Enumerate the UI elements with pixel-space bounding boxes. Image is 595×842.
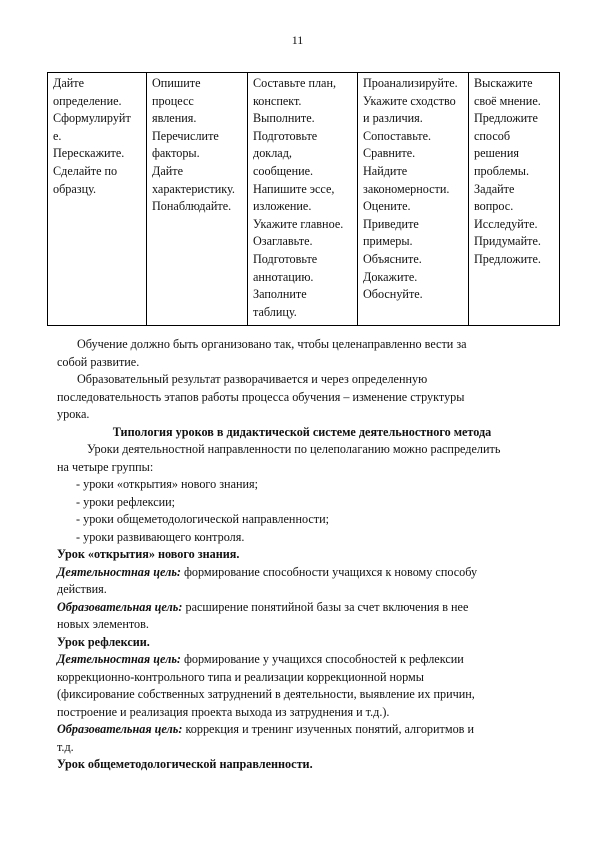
typology-heading: Типология уроков в дидактической системе деятельностного метода	[112, 424, 492, 439]
educational-goal-text: расширение понятийной базы за счет включения в нее	[182, 599, 469, 614]
paragraph-line	[57, 651, 547, 669]
table-cell-line: Дайте	[152, 163, 183, 178]
table-cell-line: Выскажите	[474, 76, 533, 90]
table-cell-line: Приведите	[363, 216, 419, 231]
table-cell-line: Озаглавьте.	[253, 234, 313, 249]
activity-goal-label: Деятельностная цель:	[57, 564, 181, 579]
table-cell-line: Сформулируйт	[53, 111, 131, 126]
table-row	[48, 73, 560, 326]
list-item: - уроки рефлексии;	[76, 494, 176, 509]
table-cell-line: Оцените.	[363, 199, 411, 214]
list-item: - уроки общеметодологической направленности;	[76, 512, 330, 526]
table-cell-line: конспект.	[253, 93, 302, 108]
paragraph-line: урока.	[57, 407, 90, 421]
table-cell-line: закономерности.	[363, 181, 450, 196]
table-cell-line: Придумайте.	[474, 234, 541, 249]
table-cell-line: и различия.	[363, 111, 423, 126]
table-cell-line: Сопоставьте.	[363, 128, 432, 143]
methodological-lesson-heading: Урок общеметодологической направленности.	[57, 757, 313, 771]
table-cell-line: Проанализируйте.	[363, 76, 458, 90]
table-cell-line: изложение.	[253, 199, 312, 214]
table-cell-line: образцу.	[53, 181, 97, 196]
table-cell-line: Опишите	[152, 76, 201, 90]
paragraph-line: т.д.	[57, 739, 74, 754]
activity-goal-label: Деятельностная цель:	[57, 652, 181, 666]
educational-goal-text: коррекция и тренинг изученных понятий, алгоритмов и	[182, 722, 474, 736]
table-cell-line: аннотацию.	[253, 269, 314, 284]
table-cell-line: доклад,	[253, 146, 292, 161]
table-cell-line: Подготовьте	[253, 251, 318, 266]
table-cell-line: Исследуйте.	[474, 216, 538, 231]
table-cell-line: Сделайте по	[53, 163, 118, 178]
paragraph-line	[57, 599, 547, 617]
task-verbs-table	[47, 72, 560, 326]
table-cell-line: Предложите.	[474, 251, 541, 266]
table-cell-line: процесс	[152, 93, 194, 108]
table-cell-line: Дайте	[53, 76, 84, 90]
table-cell-line: факторы.	[152, 146, 200, 161]
reflection-lesson-heading: Урок рефлексии.	[57, 634, 150, 649]
table-cell-line: определение.	[53, 93, 122, 108]
table-cell-line: сообщение.	[253, 163, 314, 178]
table-cell-description	[147, 73, 248, 326]
table-cell-line: решения	[474, 146, 519, 161]
document-body	[57, 336, 547, 774]
table-cell-line: Задайте	[474, 181, 515, 196]
paragraph-line: коррекционно-контрольного типа и реализации коррекционной нормы	[57, 669, 424, 684]
page-number: 11	[291, 33, 304, 47]
table-cell-line: Заполните	[253, 287, 307, 302]
table-cell-line: своё мнение.	[474, 93, 541, 108]
table-cell-line: Подготовьте	[253, 128, 318, 143]
activity-goal-text: формирование способности учащихся к новому способу	[180, 564, 478, 579]
table-cell-line: Понаблюдайте.	[152, 199, 232, 214]
paragraph-line: Образовательный результат разворачивается и через определенную	[77, 372, 428, 386]
paragraph-line: на четыре группы:	[57, 459, 154, 474]
paragraph-line: (фиксирование собственных затруднений в деятельности, выявление их причин,	[57, 687, 475, 701]
table-cell-line: Напишите эссе,	[253, 181, 335, 196]
paragraph-line: Уроки деятельностной направленности по целеполаганию можно распределить	[87, 442, 501, 456]
paragraph-line: новых элементов.	[57, 617, 149, 631]
educational-goal-label: Образовательная цель:	[57, 722, 183, 736]
table-cell-application	[248, 73, 358, 326]
table-cell-line: Укажите главное.	[253, 216, 344, 231]
table-cell-line: Предложите	[474, 111, 538, 126]
table-cell-line: Составьте план,	[253, 76, 337, 90]
paragraph-line: последовательность этапов работы процесса обучения – изменение структуры	[57, 389, 465, 404]
table-cell-line: Выполните.	[253, 111, 315, 126]
table-cell-line: Найдите	[363, 163, 408, 178]
table-cell-line: Объясните.	[363, 251, 422, 266]
table-cell-line: способ	[474, 128, 511, 143]
paragraph-line: Обучение должно быть организовано так, чтобы целенаправленно вести за	[77, 337, 467, 351]
table-cell-line: явления.	[152, 111, 197, 126]
table-cell-line: таблицу.	[253, 304, 297, 319]
paragraph-line: построение и реализация проекта выхода из затруднения и т.д.).	[57, 704, 390, 719]
table-cell-line: примеры.	[363, 234, 413, 249]
table-cell-line: Обоснуйте.	[363, 287, 423, 302]
educational-goal-label: Образовательная цель:	[57, 599, 183, 614]
table-cell-reproduction	[48, 73, 147, 326]
table-cell-line: вопрос.	[474, 199, 514, 214]
table-cell-line: Перечислите	[152, 128, 219, 143]
list-item: - уроки развивающего контроля.	[76, 529, 245, 544]
paragraph-line	[57, 721, 547, 739]
table-cell-analysis	[358, 73, 469, 326]
table-cell-line: Укажите сходство	[363, 93, 456, 108]
table-cell-line: Перескажите.	[53, 146, 125, 161]
paragraph-line: собой развитие.	[57, 354, 140, 369]
paragraph-line: действия.	[57, 582, 107, 596]
table-cell-line: е.	[53, 128, 62, 143]
table-cell-line: Сравните.	[363, 146, 416, 161]
table-cell-line: характеристику.	[152, 181, 235, 196]
table-cell-line: Докажите.	[363, 269, 418, 284]
list-item: - уроки «открытия» нового знания;	[76, 477, 259, 491]
table-cell-creativity	[469, 73, 560, 326]
paragraph-line	[57, 564, 547, 582]
discovery-lesson-heading: Урок «открытия» нового знания.	[57, 547, 240, 561]
activity-goal-text: формирование у учащихся способностей к рефлексии	[180, 652, 464, 666]
table-cell-line: проблемы.	[474, 163, 530, 178]
